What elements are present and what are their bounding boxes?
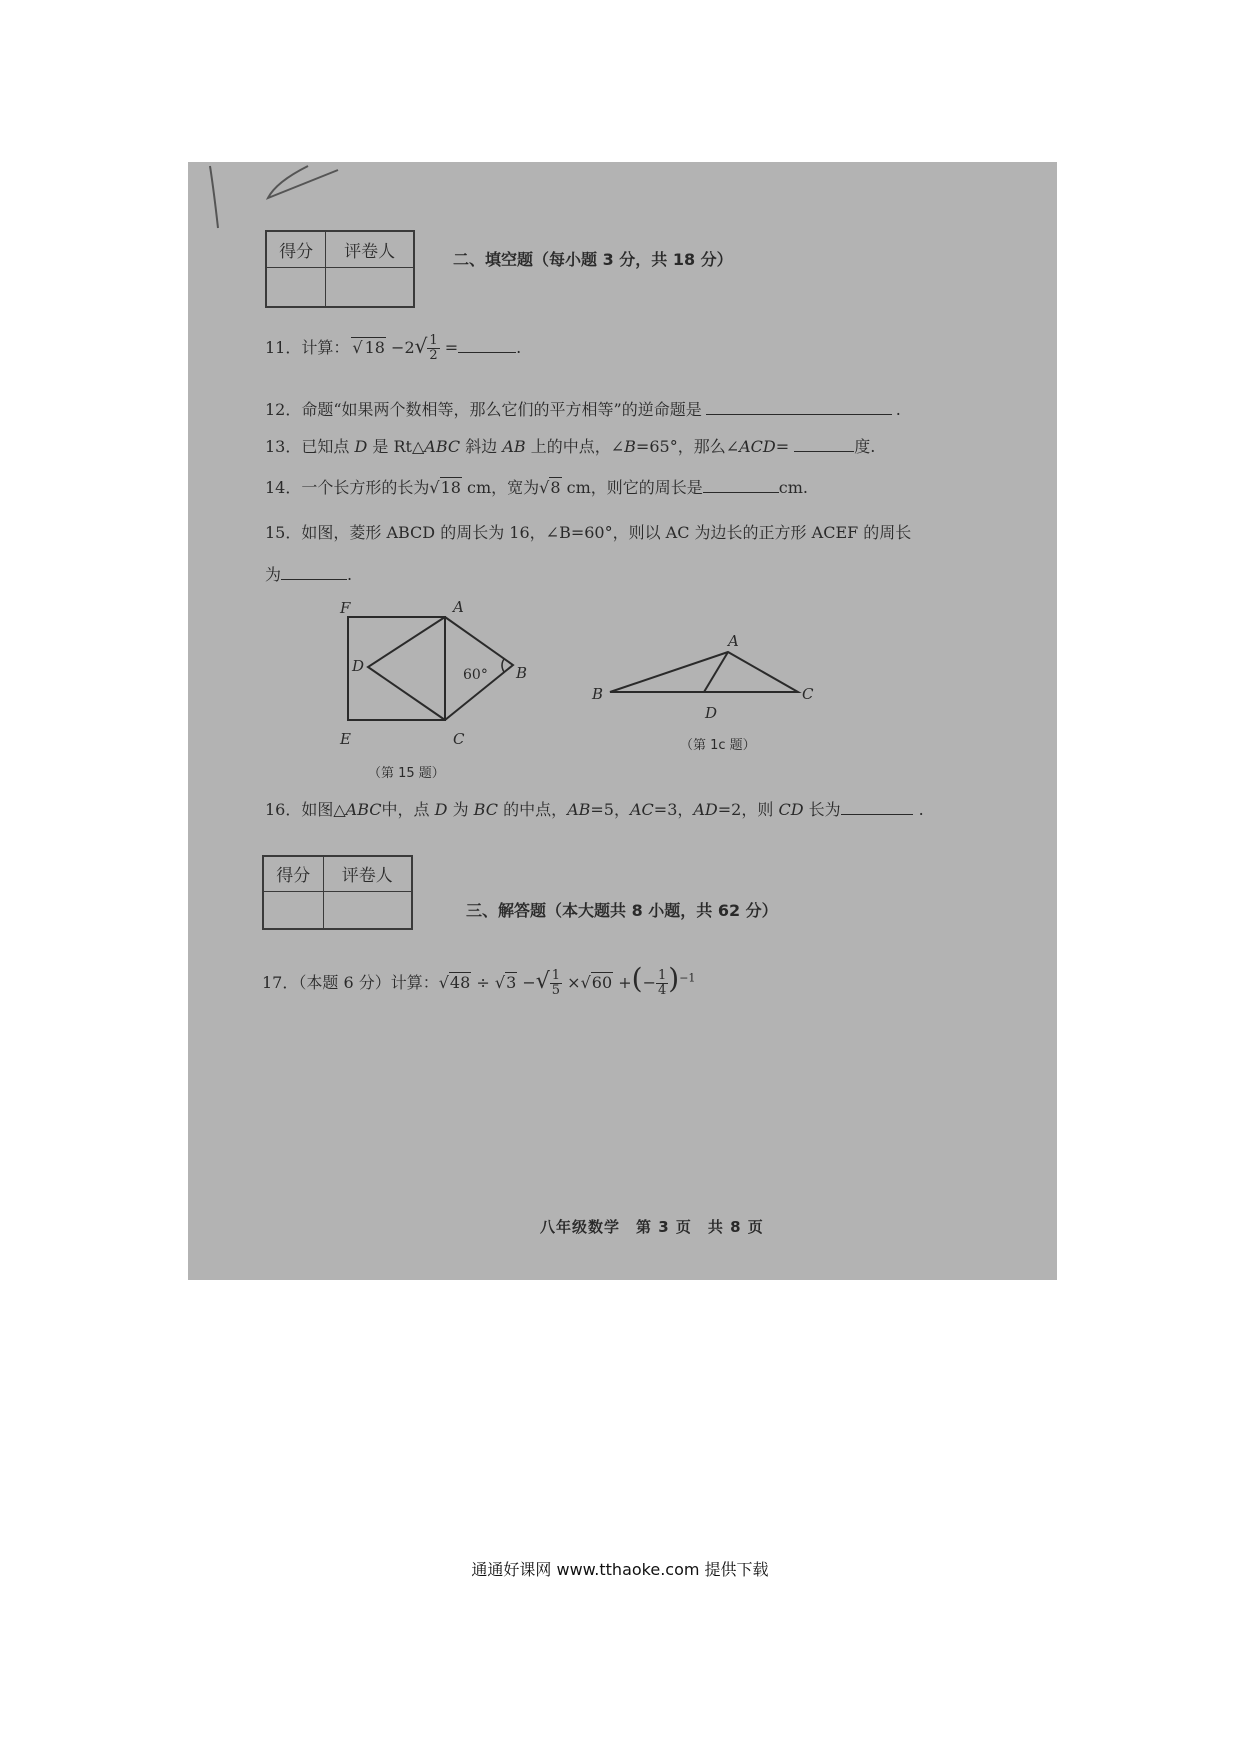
fig16-label-D: D — [705, 704, 718, 722]
answer-blank-11[interactable] — [458, 336, 516, 353]
exam-page-photo — [188, 162, 1057, 1280]
score-header: 得分 — [266, 231, 326, 267]
section3-title: 三、解答题（本大题共 8 小题，共 62 分） — [466, 901, 778, 920]
question-13: 13．已知点 D 是 Rt△ABC 斜边 AB 上的中点，∠B=65°，那么∠ACD= 度. — [265, 437, 876, 456]
fig15-label-F: F — [340, 599, 351, 617]
score-cell[interactable] — [266, 267, 326, 307]
fig15-label-A: A — [453, 598, 464, 616]
fraction-one-fifth: $\frac{1}{5}$ — [551, 968, 561, 998]
fig16-label-C: C — [802, 685, 814, 703]
question-17: 17．（本题 6 分）计算：√48 ÷ √3 −√ $\frac{1}{5}$ ×√60 +(− $\frac{1}{4}$ )$^{-1}$ — [262, 962, 696, 998]
answer-blank-13[interactable] — [794, 435, 854, 452]
grader-cell[interactable] — [323, 891, 412, 929]
section2-title: 二、填空题（每小题 3 分，共 18 分） — [453, 250, 733, 269]
site-footer: 通通好课网 www.tthaoke.com 提供下载 — [471, 1560, 769, 1579]
grader-header: 评卷人 — [326, 231, 414, 267]
fig15-caption: （第 15 题） — [368, 766, 445, 781]
question-14: 14．一个长方形的长为√18 cm，宽为√8 cm，则它的周长是 cm. — [265, 478, 809, 497]
fig15-label-B: B — [516, 664, 528, 682]
grader-cell[interactable] — [326, 267, 414, 307]
page-number-footer: 八年级数学 第 3 页 共 8 页 — [540, 1218, 764, 1236]
answer-blank-14[interactable] — [703, 476, 779, 493]
fig16-label-A: A — [728, 632, 739, 650]
question-11: 11．计算： √ 18 −2√ $\frac{1}{2}$ = . — [265, 333, 522, 363]
section2-score-table — [265, 230, 415, 308]
answer-blank-16[interactable] — [841, 798, 913, 815]
fraction-half: $\frac{1}{2}$ — [429, 333, 438, 363]
question-12: 12．命题“如果两个数相等，那么它们的平方相等”的逆命题是 . — [265, 400, 901, 419]
fig15-angle-label: 60° — [463, 667, 488, 683]
question-15-line1: 15．如图，菱形 ABCD 的周长为 16，∠B=60°，则以 AC 为边长的正方形 ACEF 的周长 — [265, 523, 912, 542]
figure-16 — [598, 642, 818, 702]
grader-header: 评卷人 — [323, 856, 412, 891]
handwritten-scribble — [188, 162, 428, 232]
fig15-label-C: C — [453, 730, 465, 748]
answer-blank-12[interactable] — [706, 398, 892, 415]
question-16: 16．如图△ABC中，点 D 为 BC 的中点，AB=5，AC=3，AD=2，则 CD 长为 . — [265, 800, 924, 819]
fig16-caption: （第 1c 题） — [680, 738, 756, 753]
fig16-label-B: B — [592, 685, 604, 703]
fig15-label-D: D — [352, 657, 365, 675]
fraction-one-quarter: $\frac{1}{4}$ — [657, 968, 667, 998]
answer-blank-15[interactable] — [281, 563, 347, 580]
fig15-label-E: E — [340, 730, 351, 748]
score-cell[interactable] — [263, 891, 323, 929]
question-15-line2: 为 . — [265, 565, 353, 584]
section3-score-table — [262, 855, 413, 930]
score-header: 得分 — [263, 856, 323, 891]
